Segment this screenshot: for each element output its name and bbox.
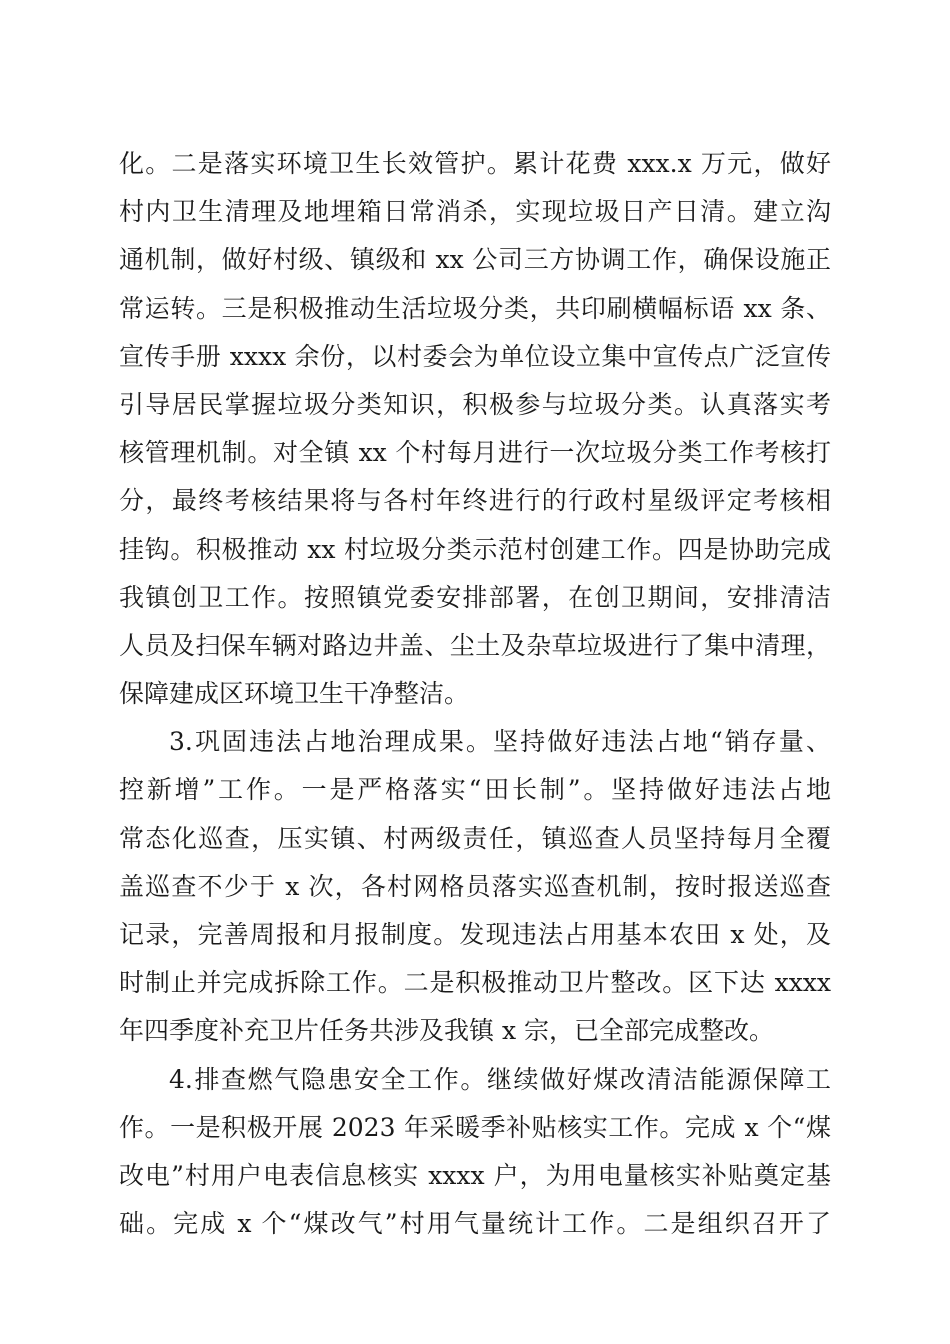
text-line: 础。完成 x 个“煤改气”村用气量统计工作。二是组织召开了 [119,1209,831,1239]
text-line: 核管理机制。对全镇 xx 个村每月进行一次垃圾分类工作考核打 [119,438,831,468]
text-line: 分，最终考核结果将与各村年终进行的行政村星级评定考核相 [119,486,831,516]
text-line: 化。二是落实环境卫生长效管护。累计花费 xxx.x 万元，做好 [119,149,831,178]
document-body [119,140,831,1248]
text-line: 4.排查燃气隐患安全工作。继续做好煤改清洁能源保障工 [169,1064,831,1094]
text-line: 记录，完善周报和月报制度。发现违法占用基本农田 x 处，及 [119,920,831,949]
text-line: 人员及扫保车辆对路边井盖、尘土及杂草垃圾进行了集中清理， [119,630,831,660]
text-line: 盖巡查不少于 x 次，各村网格员落实巡查机制，按时报送巡查 [119,871,831,901]
text-line: 改电”村用户电表信息核实 xxxx 户，为用电量核实补贴奠定基 [119,1160,831,1190]
text-line: 时制止并完成拆除工作。二是积极推动卫片整改。区下达 xxxx [119,968,831,998]
text-line: 挂钩。积极推动 xx 村垃圾分类示范村创建工作。四是协助完成 [119,534,831,564]
text-line: 通机制，做好村级、镇级和 xx 公司三方协调工作，确保设施正 [119,245,831,275]
paragraph-environment-sanitation [119,140,831,718]
text-line: 控新增”工作。一是严格落实“田长制”。坚持做好违法占地 [119,775,831,805]
text-line: 引导居民掌握垃圾分类知识，积极参与垃圾分类。认真落实考 [119,389,831,419]
text-line: 保障建成区环境卫生干净整洁。 [119,679,470,709]
text-line: 我镇创卫工作。按照镇党委安排部署，在创卫期间，安排清洁 [119,582,831,612]
text-line: 宣传手册 xxxx 余份，以村委会为单位设立集中宣传点广泛宣传 [119,341,831,371]
text-line: 3.巩固违法占地治理成果。坚持做好违法占地“销存量、 [169,727,831,757]
text-line: 常态化巡查，压实镇、村两级责任，镇巡查人员坚持每月全覆 [119,823,831,853]
paragraph-illegal-land-use [119,718,831,1055]
text-line: 常运转。三是积极推动生活垃圾分类，共印刷横幅标语 xx 条、 [119,293,831,323]
text-line: 年四季度补充卫片任务共涉及我镇 x 宗，已全部完成整改。 [119,1016,774,1046]
paragraph-gas-safety [119,1056,831,1249]
text-line: 村内卫生清理及地埋箱日常消杀，实现垃圾日产日清。建立沟 [119,197,831,227]
text-line: 作。一是积极开展 2023 年采暖季补贴核实工作。完成 x 个“煤 [119,1112,831,1142]
